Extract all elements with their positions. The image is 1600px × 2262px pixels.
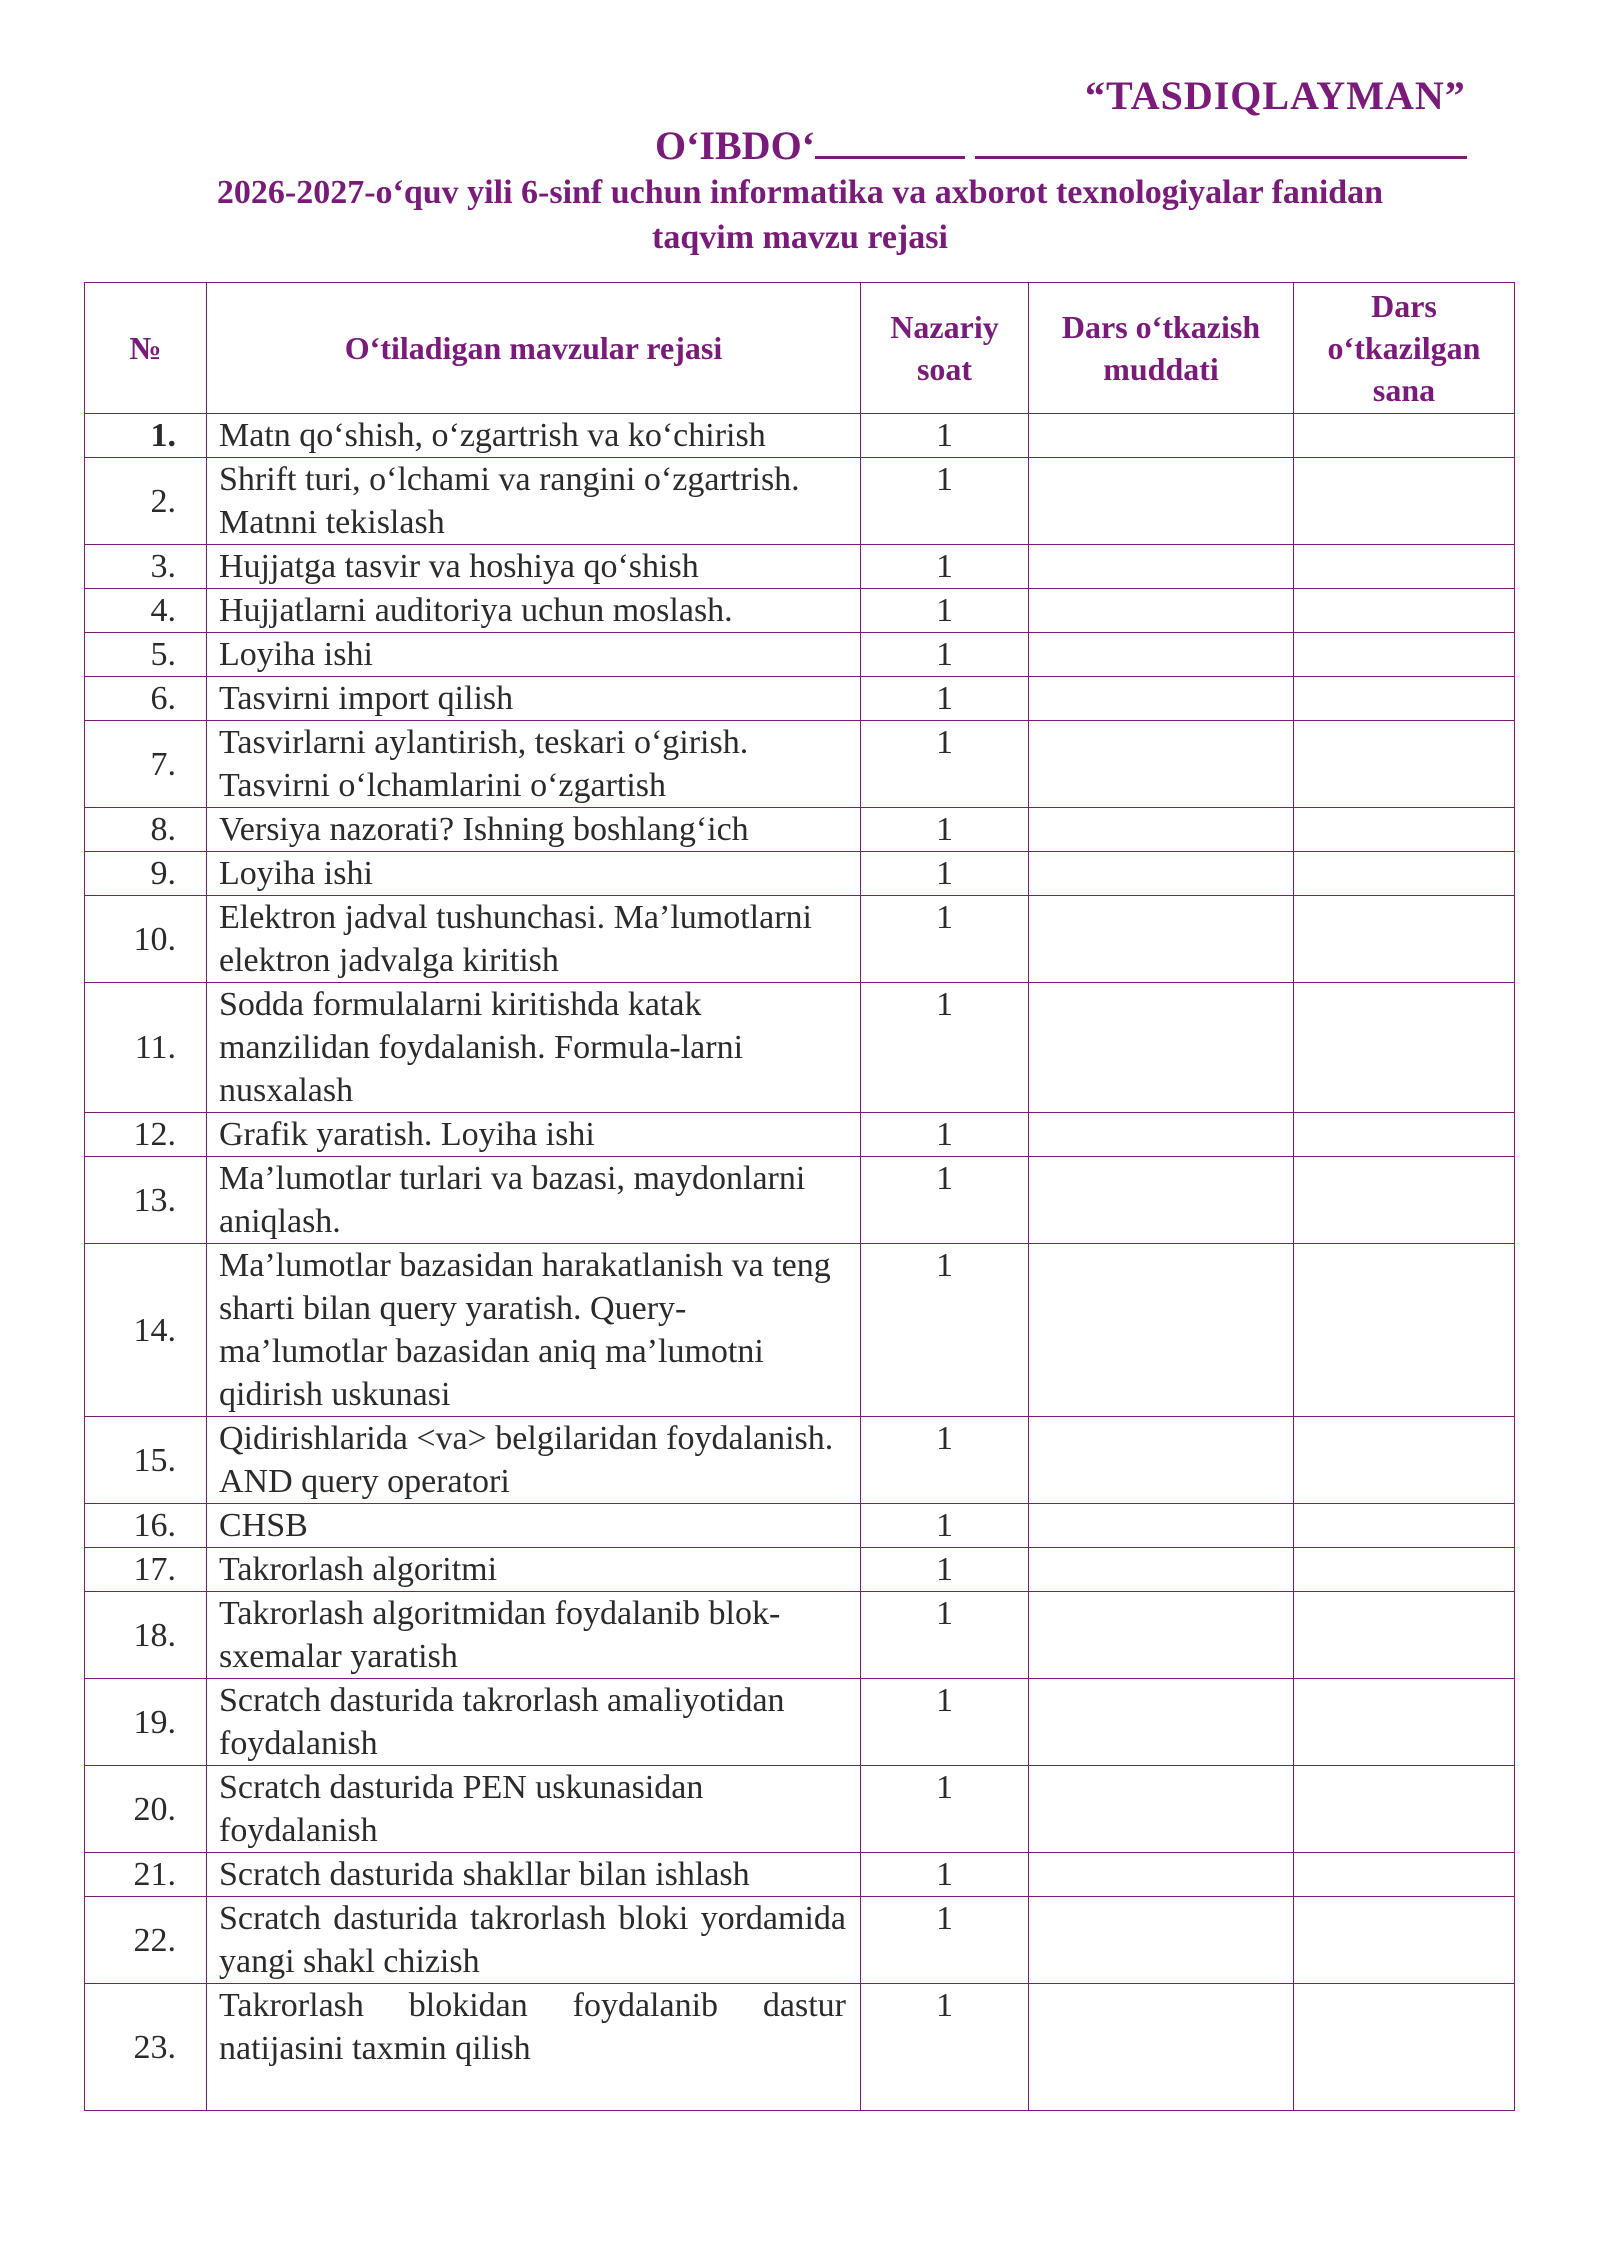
row-number: 17. bbox=[85, 1548, 207, 1592]
row-number: 1. bbox=[85, 414, 207, 458]
row-topic: Grafik yaratish. Loyiha ishi bbox=[207, 1113, 861, 1157]
row-date-cell bbox=[1294, 1897, 1515, 1984]
table-row bbox=[85, 677, 1515, 721]
row-date-cell bbox=[1294, 896, 1515, 983]
row-date-cell bbox=[1294, 1679, 1515, 1766]
row-date-cell bbox=[1294, 1504, 1515, 1548]
row-hours: 1 bbox=[861, 1853, 1029, 1897]
row-number: 18. bbox=[85, 1592, 207, 1679]
row-topic: Tasvirni import qilish bbox=[207, 677, 861, 721]
row-hours: 1 bbox=[861, 808, 1029, 852]
row-number: 15. bbox=[85, 1417, 207, 1504]
row-date-cell bbox=[1294, 1548, 1515, 1592]
table-row bbox=[85, 1984, 1515, 2111]
col-header-deadline: Dars o‘tkazish muddati bbox=[1029, 283, 1294, 414]
table-row bbox=[85, 983, 1515, 1113]
row-date-cell bbox=[1294, 1853, 1515, 1897]
row-deadline-cell bbox=[1029, 414, 1294, 458]
row-number: 23. bbox=[85, 1984, 207, 2111]
row-deadline-cell bbox=[1029, 1984, 1294, 2111]
row-number: 10. bbox=[85, 896, 207, 983]
row-deadline-cell bbox=[1029, 589, 1294, 633]
row-hours: 1 bbox=[861, 633, 1029, 677]
row-topic: Scratch dasturida takrorlash amaliyotidan foydalanish bbox=[207, 1679, 861, 1766]
row-hours: 1 bbox=[861, 1592, 1029, 1679]
table-row bbox=[85, 1766, 1515, 1853]
row-number: 4. bbox=[85, 589, 207, 633]
row-deadline-cell bbox=[1029, 852, 1294, 896]
row-topic: Hujjatlarni auditoriya uchun moslash. bbox=[207, 589, 861, 633]
row-deadline-cell bbox=[1029, 721, 1294, 808]
table-row bbox=[85, 545, 1515, 589]
document-title bbox=[80, 170, 1520, 260]
table-header-row bbox=[85, 283, 1515, 414]
row-topic: Hujjatga tasvir va hoshiya qo‘shish bbox=[207, 545, 861, 589]
table-row bbox=[85, 1679, 1515, 1766]
row-deadline-cell bbox=[1029, 1853, 1294, 1897]
table-row bbox=[85, 414, 1515, 458]
row-topic: Loyiha ishi bbox=[207, 633, 861, 677]
row-hours: 1 bbox=[861, 721, 1029, 808]
row-number: 20. bbox=[85, 1766, 207, 1853]
table-row bbox=[85, 589, 1515, 633]
row-topic: Takrorlash blokidan foydalanib dastur natijasini taxmin qilish bbox=[207, 1984, 861, 2111]
row-date-cell bbox=[1294, 721, 1515, 808]
row-date-cell bbox=[1294, 414, 1515, 458]
row-number: 8. bbox=[85, 808, 207, 852]
row-deadline-cell bbox=[1029, 677, 1294, 721]
lesson-plan-table bbox=[84, 282, 1515, 2111]
row-topic: Versiya nazorati? Ishning boshlang‘ich bbox=[207, 808, 861, 852]
organization-line bbox=[655, 122, 1467, 169]
row-deadline-cell bbox=[1029, 896, 1294, 983]
table-row bbox=[85, 633, 1515, 677]
table-row bbox=[85, 1548, 1515, 1592]
col-header-hours: Nazariy soat bbox=[861, 283, 1029, 414]
row-topic: Takrorlash algoritmidan foydalanib blok-sxemalar yaratish bbox=[207, 1592, 861, 1679]
blank-line-short bbox=[815, 122, 965, 159]
table-row bbox=[85, 852, 1515, 896]
row-date-cell bbox=[1294, 1766, 1515, 1853]
row-topic: Takrorlash algoritmi bbox=[207, 1548, 861, 1592]
table-row bbox=[85, 1417, 1515, 1504]
table-row bbox=[85, 1157, 1515, 1244]
row-deadline-cell bbox=[1029, 1504, 1294, 1548]
row-deadline-cell bbox=[1029, 1113, 1294, 1157]
blank-line-long bbox=[975, 122, 1467, 159]
col-header-number: № bbox=[85, 283, 207, 414]
row-deadline-cell bbox=[1029, 1897, 1294, 1984]
row-deadline-cell bbox=[1029, 633, 1294, 677]
row-date-cell bbox=[1294, 677, 1515, 721]
table-row bbox=[85, 1897, 1515, 1984]
row-topic: Elektron jadval tushunchasi. Ma’lumotlarni elektron jadvalga kiritish bbox=[207, 896, 861, 983]
row-number: 7. bbox=[85, 721, 207, 808]
row-hours: 1 bbox=[861, 414, 1029, 458]
row-date-cell bbox=[1294, 1592, 1515, 1679]
row-deadline-cell bbox=[1029, 808, 1294, 852]
row-deadline-cell bbox=[1029, 1548, 1294, 1592]
row-date-cell bbox=[1294, 852, 1515, 896]
row-deadline-cell bbox=[1029, 1244, 1294, 1417]
row-hours: 1 bbox=[861, 1766, 1029, 1853]
row-hours: 1 bbox=[861, 896, 1029, 983]
col-header-date: Dars o‘tkazilgan sana bbox=[1294, 283, 1515, 414]
row-topic: Scratch dasturida PEN uskunasidan foydalanish bbox=[207, 1766, 861, 1853]
table-row bbox=[85, 721, 1515, 808]
row-hours: 1 bbox=[861, 1244, 1029, 1417]
title-line-2: taqvim mavzu rejasi bbox=[652, 219, 948, 256]
table-row bbox=[85, 1113, 1515, 1157]
row-number: 3. bbox=[85, 545, 207, 589]
row-hours: 1 bbox=[861, 589, 1029, 633]
row-hours: 1 bbox=[861, 1679, 1029, 1766]
row-date-cell bbox=[1294, 1113, 1515, 1157]
row-deadline-cell bbox=[1029, 1766, 1294, 1853]
row-hours: 1 bbox=[861, 1548, 1029, 1592]
row-topic: Qidirishlarida <va> belgilaridan foydalanish. AND query operatori bbox=[207, 1417, 861, 1504]
col-header-topic: O‘tiladigan mavzular rejasi bbox=[207, 283, 861, 414]
row-number: 13. bbox=[85, 1157, 207, 1244]
row-topic: Shrift turi, o‘lchami va rangini o‘zgartrish. Matnni tekislash bbox=[207, 458, 861, 545]
table-row bbox=[85, 458, 1515, 545]
table-row bbox=[85, 896, 1515, 983]
row-hours: 1 bbox=[861, 1113, 1029, 1157]
row-number: 6. bbox=[85, 677, 207, 721]
row-deadline-cell bbox=[1029, 1592, 1294, 1679]
row-hours: 1 bbox=[861, 1897, 1029, 1984]
row-hours: 1 bbox=[861, 1504, 1029, 1548]
row-hours: 1 bbox=[861, 545, 1029, 589]
row-date-cell bbox=[1294, 1417, 1515, 1504]
row-number: 19. bbox=[85, 1679, 207, 1766]
row-number: 2. bbox=[85, 458, 207, 545]
row-number: 5. bbox=[85, 633, 207, 677]
row-topic: Loyiha ishi bbox=[207, 852, 861, 896]
row-number: 12. bbox=[85, 1113, 207, 1157]
row-deadline-cell bbox=[1029, 983, 1294, 1113]
row-hours: 1 bbox=[861, 1157, 1029, 1244]
approval-stamp-text: “TASDIQLAYMAN” bbox=[1085, 73, 1466, 118]
row-deadline-cell bbox=[1029, 1157, 1294, 1244]
row-number: 21. bbox=[85, 1853, 207, 1897]
row-date-cell bbox=[1294, 1984, 1515, 2111]
row-hours: 1 bbox=[861, 1984, 1029, 2111]
row-date-cell bbox=[1294, 589, 1515, 633]
row-date-cell bbox=[1294, 458, 1515, 545]
table-row bbox=[85, 808, 1515, 852]
row-date-cell bbox=[1294, 545, 1515, 589]
row-topic: Tasvirlarni aylantirish, teskari o‘girish. Tasvirni o‘lchamlarini o‘zgartish bbox=[207, 721, 861, 808]
row-hours: 1 bbox=[861, 458, 1029, 545]
table-row bbox=[85, 1504, 1515, 1548]
row-date-cell bbox=[1294, 633, 1515, 677]
row-topic: Scratch dasturida takrorlash bloki yordamida yangi shakl chizish bbox=[207, 1897, 861, 1984]
row-number: 22. bbox=[85, 1897, 207, 1984]
table-row bbox=[85, 1592, 1515, 1679]
row-hours: 1 bbox=[861, 1417, 1029, 1504]
title-line-1: 2026-2027-o‘quv yili 6-sinf uchun informatika va axborot texnologiyalar fanidan bbox=[216, 174, 1384, 211]
row-date-cell bbox=[1294, 983, 1515, 1113]
table-row bbox=[85, 1853, 1515, 1897]
row-hours: 1 bbox=[861, 677, 1029, 721]
row-topic: CHSB bbox=[207, 1504, 861, 1548]
row-date-cell bbox=[1294, 1157, 1515, 1244]
row-number: 11. bbox=[85, 983, 207, 1113]
row-date-cell bbox=[1294, 808, 1515, 852]
row-topic: Ma’lumotlar turlari va bazasi, maydonlarni aniqlash. bbox=[207, 1157, 861, 1244]
row-topic: Sodda formulalarni kiritishda katak manzilidan foydalanish. Formula-larni nusxalash bbox=[207, 983, 861, 1113]
row-deadline-cell bbox=[1029, 458, 1294, 545]
row-topic: Scratch dasturida shakllar bilan ishlash bbox=[207, 1853, 861, 1897]
row-date-cell bbox=[1294, 1244, 1515, 1417]
row-number: 16. bbox=[85, 1504, 207, 1548]
row-hours: 1 bbox=[861, 852, 1029, 896]
row-number: 9. bbox=[85, 852, 207, 896]
organization-label: O‘IBDO‘ bbox=[655, 123, 815, 168]
row-topic: Matn qo‘shish, o‘zgartrish va ko‘chirish bbox=[207, 414, 861, 458]
table-row bbox=[85, 1244, 1515, 1417]
row-deadline-cell bbox=[1029, 1417, 1294, 1504]
row-deadline-cell bbox=[1029, 1679, 1294, 1766]
row-number: 14. bbox=[85, 1244, 207, 1417]
row-topic: Ma’lumotlar bazasidan harakatlanish va teng sharti bilan query yaratish. Query-ma’lumotlar bazasidan aniq ma’lumotni qidirish uskunasi bbox=[207, 1244, 861, 1417]
row-deadline-cell bbox=[1029, 545, 1294, 589]
row-hours: 1 bbox=[861, 983, 1029, 1113]
